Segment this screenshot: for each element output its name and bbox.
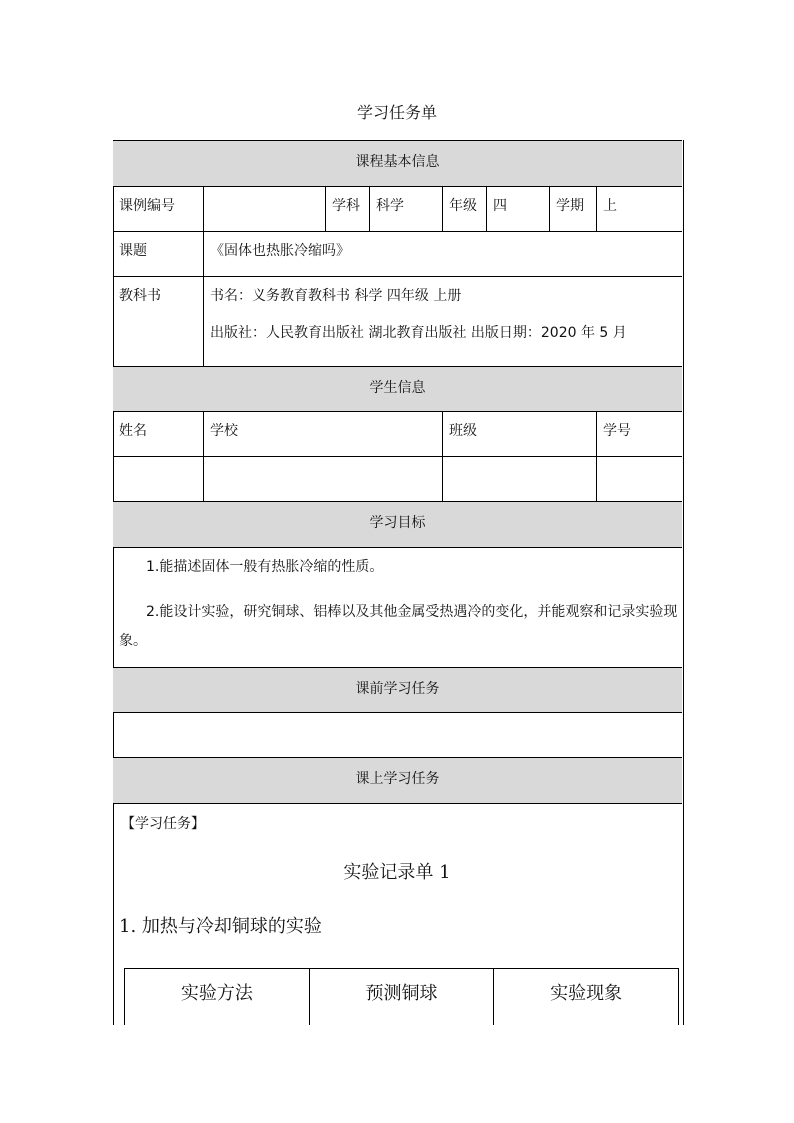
term-value: 上 — [596, 187, 682, 231]
course-number-value — [203, 187, 325, 231]
student-id-label: 学号 — [596, 412, 682, 456]
page-title: 学习任务单 — [356, 103, 437, 122]
record-sheet-title: 实验记录单 1 — [343, 862, 451, 883]
experiment-title: 1. 加热与冷却铜球的实验 — [119, 916, 322, 937]
section-title: 学习目标 — [369, 515, 426, 531]
topic-label: 课题 — [119, 243, 147, 259]
course-number-row — [113, 186, 682, 231]
objective-item-2-line-2: 象。 — [119, 633, 147, 649]
topic-value: 《固体也热胀冷缩吗》 — [203, 232, 682, 276]
section-header-student-info — [113, 366, 682, 411]
objective-item-1: 1.能描述固体一般有热胀冷缩的性质。 — [146, 559, 384, 575]
class-value[interactable] — [442, 457, 596, 501]
section-title: 课程基本信息 — [355, 154, 440, 170]
term-label: 学期 — [549, 187, 596, 231]
school-label: 学校 — [203, 412, 442, 456]
name-value[interactable] — [113, 457, 203, 501]
pre-task-content — [113, 712, 682, 757]
section-header-objectives — [113, 501, 682, 547]
grade-value: 四 — [486, 187, 549, 231]
subject-label: 学科 — [325, 187, 369, 231]
topic-row — [113, 231, 682, 276]
column-header-prediction: 预测铜球 — [309, 969, 494, 1025]
student-id-value[interactable] — [596, 457, 682, 501]
subject-value: 科学 — [369, 187, 442, 231]
textbook-title-line: 书名：义务教育教科书 科学 四年级 上册 — [210, 288, 462, 304]
column-header-phenomenon: 实验现象 — [493, 969, 678, 1025]
section-header-in-class-task — [113, 757, 682, 803]
section-header-pre-task — [113, 667, 682, 712]
section-header-basic-info — [113, 140, 682, 186]
textbook-info — [203, 277, 682, 366]
experiment-record-table — [124, 968, 679, 1025]
student-label-row — [113, 411, 682, 456]
textbook-row — [113, 276, 682, 366]
section-title: 课上学习任务 — [355, 771, 440, 787]
course-number-label: 课例编号 — [119, 198, 175, 214]
student-value-row — [113, 456, 682, 501]
task-label: 【学习任务】 — [121, 816, 205, 832]
textbook-publisher-line: 出版社：人民教育出版社 湖北教育出版社 出版日期：2020 年 5 月 — [210, 325, 627, 341]
school-value[interactable] — [203, 457, 442, 501]
name-label: 姓名 — [119, 423, 147, 439]
class-label: 班级 — [442, 412, 596, 456]
column-header-method: 实验方法 — [180, 983, 253, 1004]
objective-item-2-line-1: 2.能设计实验，研究铜球、铝棒以及其他金属受热遇冷的变化，并能观察和记录实验现 — [146, 604, 678, 620]
section-title: 学生信息 — [369, 380, 426, 396]
textbook-label: 教科书 — [119, 288, 161, 304]
grade-label: 年级 — [442, 187, 486, 231]
objectives-content — [113, 547, 682, 667]
section-title: 课前学习任务 — [355, 681, 440, 697]
